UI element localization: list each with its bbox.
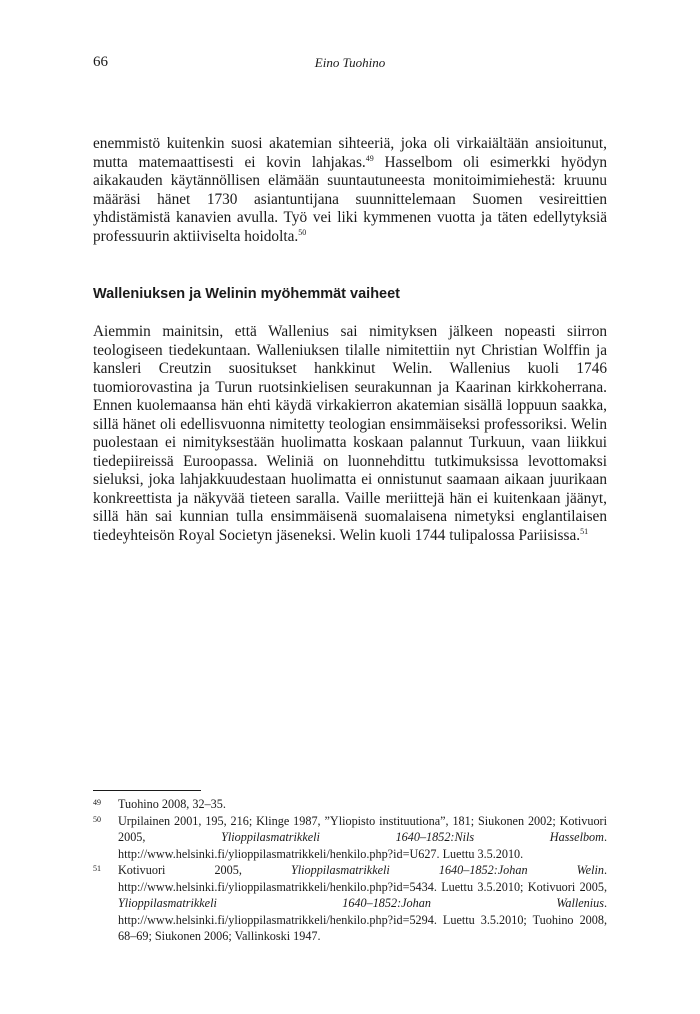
footnote-text: Kotivuori 2005, xyxy=(118,863,291,877)
running-head: Eino Tuohino xyxy=(314,55,386,70)
footnote-text: . http://www.helsinki.fi/ylioppilasmatrikkeli/henkilo.php?id=5434. Luettu 3.5.2010; Kotivuori 2005, xyxy=(118,863,607,894)
body-paragraph-1 xyxy=(93,135,607,246)
section-heading: Walleniuksen ja Welinin myöhemmät vaiheet xyxy=(93,286,401,302)
footnote-number: 51 xyxy=(93,864,101,873)
footnote-ref-51[interactable]: 51 xyxy=(580,526,589,536)
footnote-text: Urpilainen 2001, 195, 216; Klinge 1987, ”Yliopisto instituutiona”, 181; Siukonen 2002; Kotivuori 2005, xyxy=(118,813,607,844)
paragraph-text: enemmistö kuitenkin suosi akatemian sihteeriä, joka oli virkaiältään ansioitunut, mutta matemaattisesti ei kovin lahjakas. xyxy=(93,135,607,171)
page-number: 66 xyxy=(93,54,108,70)
footnote-51 xyxy=(93,862,607,945)
footnote-text: . http://www.helsinki.fi/ylioppilasmatrikkeli/henkilo.php?id=5294. Luettu 3.5.2010; Tuohino 2008, 68–69; Siukonen 2006; Vallinkoski 1947. xyxy=(118,896,607,943)
footnote-ref-49[interactable]: 49 xyxy=(365,153,374,163)
footnote-text: Tuohino 2008, 32–35. xyxy=(118,797,226,811)
footnote-50 xyxy=(93,813,607,863)
footnote-49 xyxy=(93,796,607,813)
footnote-divider xyxy=(93,790,201,791)
footnote-source-title: Ylioppilasmatrikkeli 1640–1852:Johan Welin xyxy=(290,863,604,877)
footnotes xyxy=(93,796,607,945)
footnote-source-title: Ylioppilasmatrikkeli 1640–1852:Johan Wallenius xyxy=(118,896,604,910)
footnote-source-title: Ylioppilasmatrikkeli 1640–1852:Nils Hasselbom xyxy=(221,830,604,844)
footnote-ref-50[interactable]: 50 xyxy=(298,227,307,237)
footnote-number: 49 xyxy=(93,798,101,807)
paragraph-text: Aiemmin mainitsin, että Wallenius sai nimityksen jälkeen nopeasti siirron teologiseen tiedekuntaan. Walleniuksen tilalle nimitettiin nyt Christian Wolffin ja kansleri Creutzin suositukset hankkinut Welin. Wallenius kuoli 1746 tuomiorovastina ja Turun ruotsinkielisen seurakunnan ja Kaarinan kirkkoherrana. Ennen kuolemaansa hän ehti käydä virkakierron akatemian sisällä loppuun saakka, sillä hänet oli edellisvuonna nimitetty teologian ensimmäiseksi professoriksi. Welin puolestaan ei nimityksestään huolimatta koskaan palannut Turkuun, vaan liikkui tiedepiireissä Euroopassa. Weliniä on luonnehdittu tutkimuksissa levottomaksi sieluksi, joka lahjakkuudestaan huolimatta ei onnistunut saamaan aikaan juurikaan konkreettista ja näkyvää tieteen saralla. Vaille meriittejä hän ei kuitenkaan jäänyt, sillä hän sai kunnian tulla ensimmäisenä suomalaisena nimetyksi englantilaisen tiedeyhteisön Royal Societyn jäseneksi. Welin kuoli 1744 tulipalossa Pariisissa. xyxy=(93,323,607,544)
paragraph-text: Hasselbom oli esimerkki hyödyn aikakauden käytännöllisen elämään suuntautuneesta monitoimimiehestä: kruunu määräsi hänet 1730 asiantuntijana suunnittelemaan Suomen vesireittien yhdistämistä kanavien avulla. Työ vei liki kymmenen vuotta ja täten edellytyksiä professuurin aktiiviselta hoidolta. xyxy=(93,153,607,245)
footnote-number: 50 xyxy=(93,814,101,824)
footnote-text: . http://www.helsinki.fi/ylioppilasmatrikkeli/henkilo.php?id=U627. Luettu 3.5.2010. xyxy=(118,830,607,861)
body-paragraph-2 xyxy=(93,323,607,545)
